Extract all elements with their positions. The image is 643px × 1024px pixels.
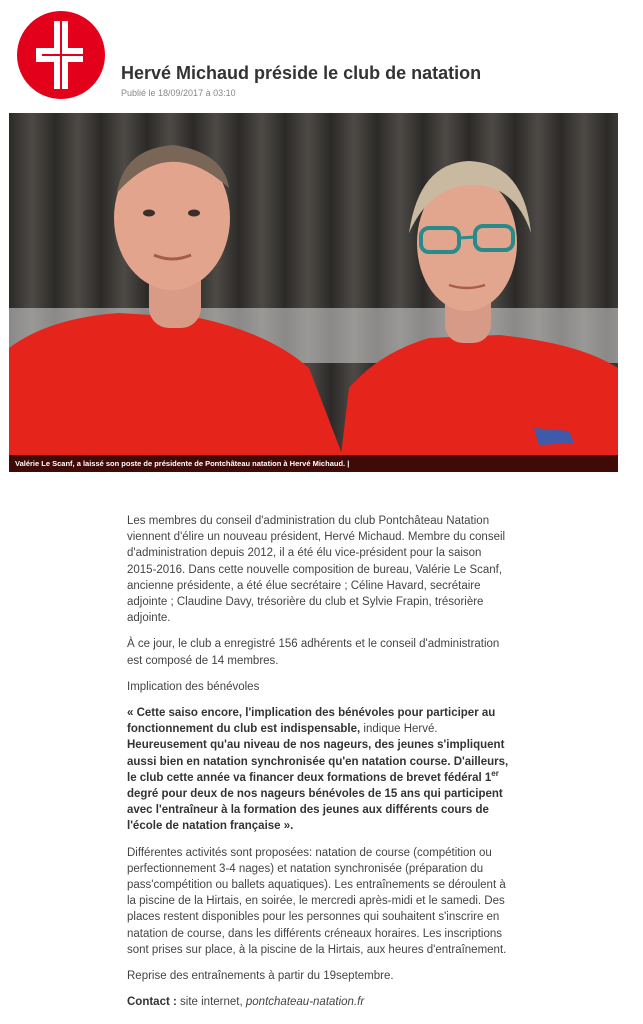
quote-text: degré pour deux de nos nageurs bénévoles de 15 ans qui participent avec l'entraîneur à la formation des jeunes aux différents cours de l'école de natation française ». [127,788,503,833]
contact-label: Contact : [127,996,177,1009]
contact-line [127,994,512,1010]
quote-paragraph [127,705,512,835]
paragraph: Les membres du conseil d'administration du club Pontchâteau Natation viennent d'élire un nouveau président, Hervé Michaud. Membre du conseil d'administration depuis 2012, il a été élu vice-président pour la saison 2015-2016. Dans cette nouvelle composition de bureau, Valérie Le Scanf, ancienne présidente, a été élue secrétaire ; Céline Havard, secrétaire adjointe ; Claudine Davy, trésorière du club et Sylvie Frapin, trésorière adjointe. [127,515,506,625]
article-photo[interactable] [9,113,618,472]
photo-illustration [9,113,618,472]
quote-attribution: indique Hervé. [360,723,438,736]
paragraph: Reprise des entraînements à partir du 19septembre. [127,970,394,983]
publish-date: Publié le 18/09/2017 à 03:10 [121,88,236,98]
quote-text: « Cette saiso encore, l'implication des bénévoles pour participer au fonctionnement du club est indispensable, [127,707,496,736]
contact-text: site internet, [176,996,246,1009]
quote-superscript: er [491,769,499,779]
article-title: Hervé Michaud préside le club de natation [121,63,482,83]
quote-text: Heureusement qu'au niveau de nos nageurs, des jeunes s'impliquent aussi bien en natation synchronisée qu'en natation course. D'ailleurs, le club cette année va financer deux formations de brevet fédéral 1 [127,739,509,784]
contact-link[interactable]: pontchateau-natation.fr [245,996,365,1009]
section-subheading: Implication des bénévoles [127,680,260,693]
paragraph: Différentes activités sont proposées: natation de course (compétition ou perfectionnement 3-4 nages) et natation synchronisée (préparation du pass'compétition ou ballets aquatiques). Les entraînements se déroulent à la piscine de la Hirtais, en soirée, le mercredi après-midi et le samedi. Des places restent disponibles pour les personnes qui souhaitent s'inscrire en natation de course, dans les différents créneaux horaires. Les inscriptions sont prises sur place, à la piscine de la Hirtais, aux heures d'entraînement. [127,846,507,956]
article-body [127,513,512,1020]
newspaper-logo-icon[interactable] [17,11,105,99]
photo-caption: Valérie Le Scanf, a laissé son poste de présidente de Pontchâteau natation à Hervé Michaud. | [9,455,618,472]
paragraph: À ce jour, le club a enregistré 156 adhérents et le conseil d'administration est composé de 14 membres. [127,638,500,667]
